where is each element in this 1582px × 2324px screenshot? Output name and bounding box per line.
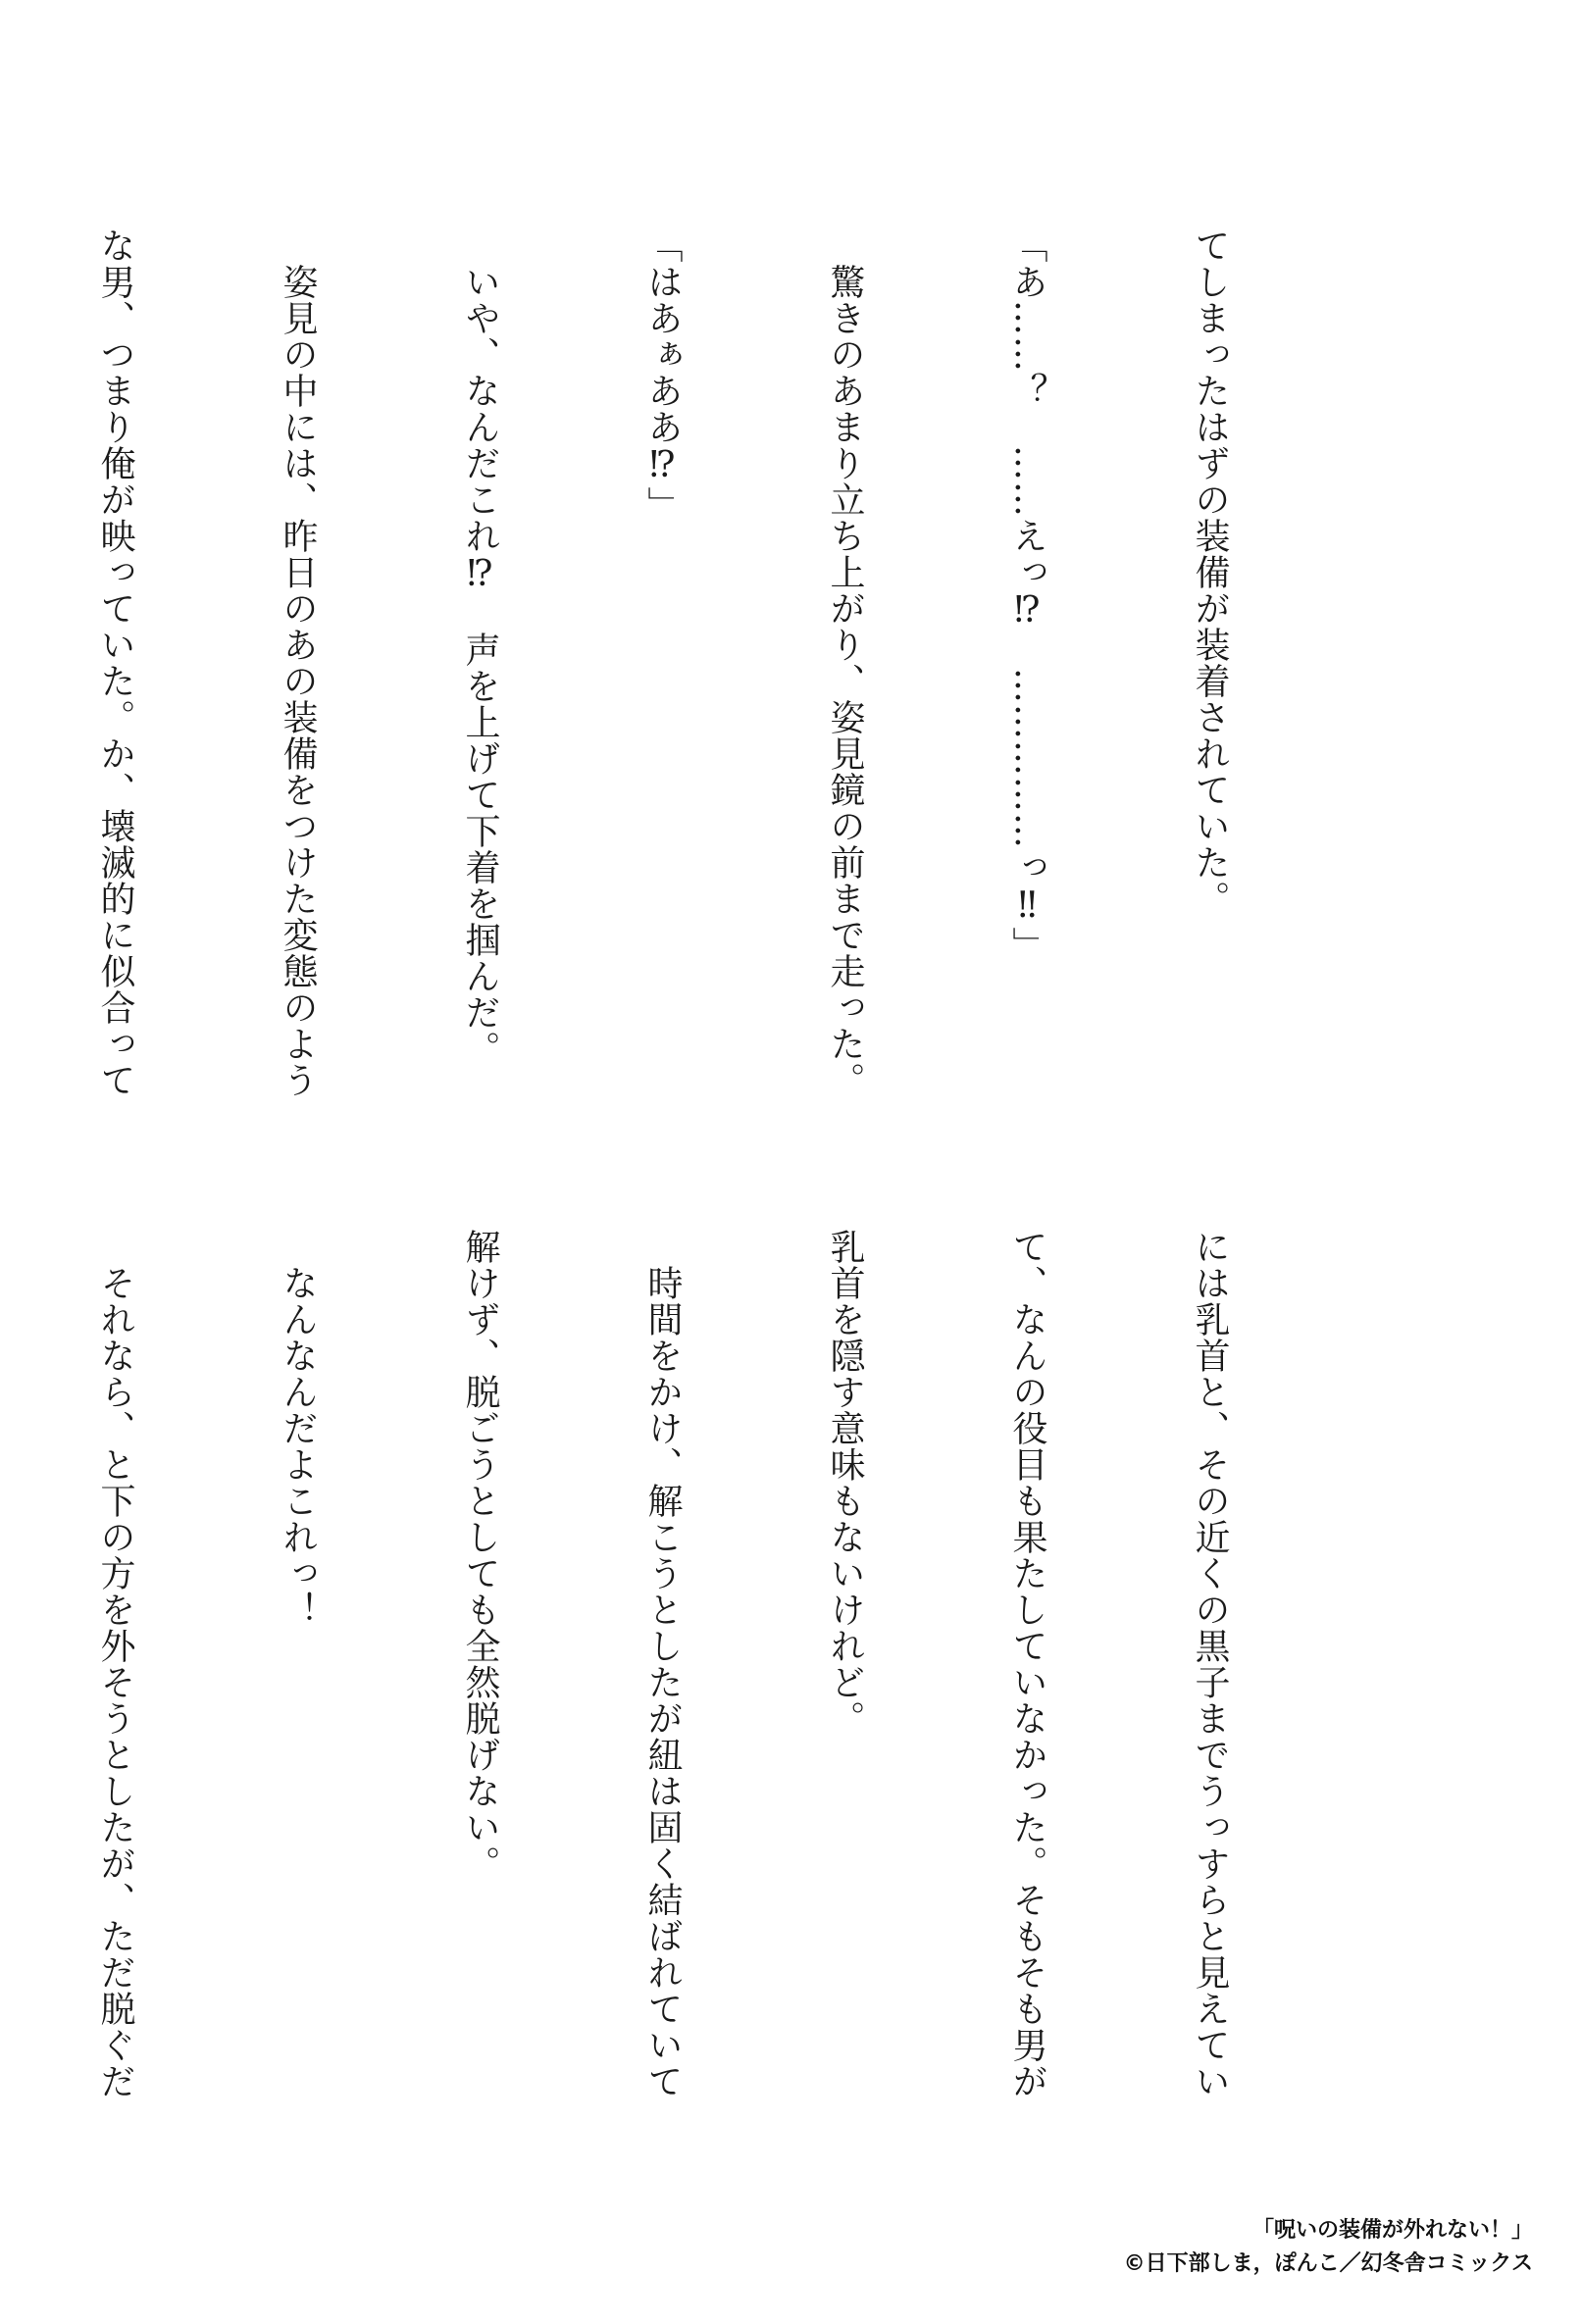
text-line: それなら、と下の方を外そうとしたが、ただ脱ぐだ xyxy=(95,1229,135,2099)
text-line: 「あ……？ ……えっ⁉ ……………っ‼」 xyxy=(1007,227,1047,963)
credits xyxy=(1124,2214,1533,2281)
text-line: て、なんの役目も果たしていなかった。そもそも男が xyxy=(1007,1229,1047,2099)
upper-text-block xyxy=(0,227,1361,1110)
text-line: 時間をかけ、解こうとしたが紐は固く結ばれていて xyxy=(642,1229,683,2099)
text-line: てしまったはずの装備が装着されていた。 xyxy=(1190,227,1230,917)
text-line: 驚きのあまり立ち上がり、姿見鏡の前まで走った。 xyxy=(825,227,865,1098)
text-line: 姿見の中には、昨日のあの装備をつけた変態のよう xyxy=(278,227,318,1098)
text-line: 「はあぁああ⁉」 xyxy=(642,227,683,523)
text-line: 乳首を隠す意味もないけれど。 xyxy=(825,1229,865,1737)
text-line: いや、なんだこれ⁉ 声を上げて下着を掴んだ。 xyxy=(460,227,500,1067)
lower-text-block xyxy=(0,1229,1361,2111)
copyright-notice: ©日下部しま，ぽんこ／幻冬舎コミックス xyxy=(1123,2251,1533,2276)
text-line: なんなんだよこれっ！ xyxy=(278,1229,318,1628)
text-line: な男、つまり俺が映っていた。か、壊滅的に似合って xyxy=(95,227,135,1098)
text-line: には乳首と、その近くの黒子までうっすらと見えてい xyxy=(1190,1229,1230,2099)
book-title: 「呪いの装備が外れない！」 xyxy=(1251,2218,1533,2243)
text-line: 解けず、脱ごうとしても全然脱げない。 xyxy=(460,1229,500,1882)
